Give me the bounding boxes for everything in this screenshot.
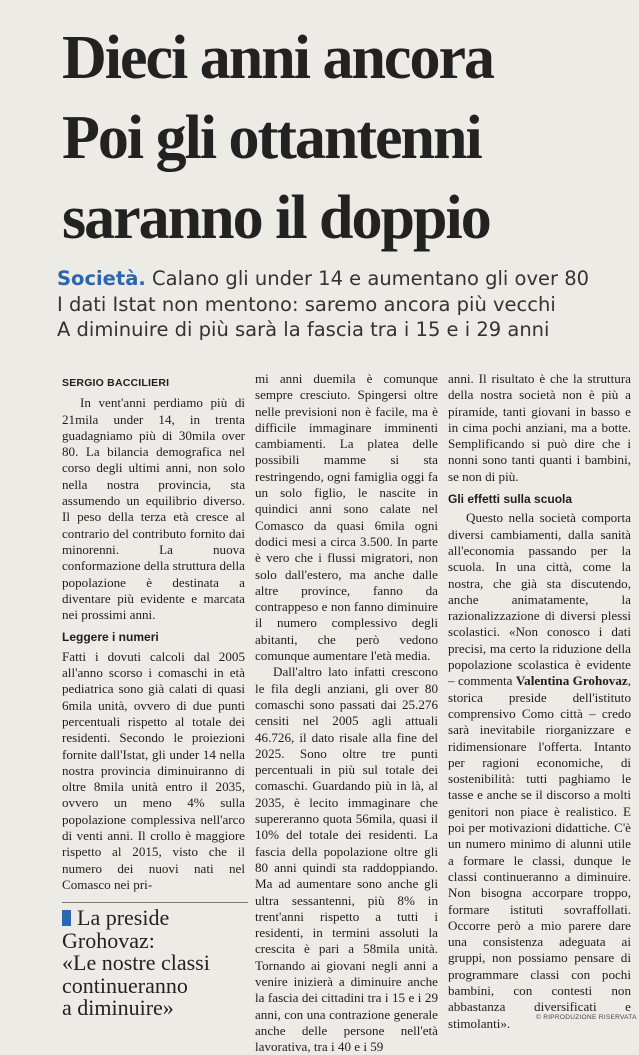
paragraph-text: , storica preside dell'istituto comprensivo Como città – credo sarà inevitabile riorganizzare e ridimensionare l'offerta. Intanto per ragioni economiche, di sostenibilità: tutti paghiamo le tasse e anche se il discorso a molti genitori non piace è realistico. E poi per motivazioni didattiche. C'è un numero minimo di alunni utile a formare le classi, dunque le classi continueranno a diminuire. Non bisogna accorpare troppo, formare istituti sovraffollati. Occorre però a mio parere dare una consistenza adeguata ai gruppi, non possiamo pensare di programmare classi con pochi bambini, con contesti non abbastanza diversificati e stimolanti». — [448, 673, 631, 1031]
byline: SERGIO BACCILIERI — [62, 377, 170, 389]
subhead-text: Calano gli under 14 e aumentano gli over 80 — [152, 267, 590, 290]
headline — [62, 18, 632, 258]
pullquote-line: a diminuire» — [62, 995, 174, 1020]
pullquote — [62, 902, 248, 1020]
article-paragraph — [448, 510, 631, 1032]
subhead-line-2: I dati Istat non mentono: saremo ancora più vecchi — [57, 292, 556, 316]
subheadline — [57, 266, 637, 343]
pullquote-line: «Le nostre classi — [62, 950, 210, 975]
subhead-line-3: A diminuire di più sarà la fascia tra i 15 e i 29 anni — [57, 318, 550, 341]
pullquote-line: Grohovaz: — [62, 927, 155, 953]
article-column-3 — [448, 371, 631, 1032]
headline-line: Dieci anni ancora — [62, 24, 493, 92]
subhead-line-1 — [57, 266, 637, 292]
section-subtitle: Leggere i numeri — [62, 630, 159, 645]
article-column-1 — [62, 375, 245, 893]
section-tag: Società. — [57, 267, 146, 290]
pullquote-line: continueranno — [62, 972, 188, 998]
article-paragraph: Fatti i dovuti calcoli dal 2005 all'anno scorso i comaschi in età pediatrica sono già calati di quasi 6mila unità, ovvero di due punti percentuali rispetto al totale dei residenti. Secondo le proiezioni fornite dall'Istat, gli under 14 nella nostra provincia diminuiranno di oltre 8mila unità entro il 2035, ovvero un meno 4% sulla popolazione complessiva nell'arco di venti anni. Il crollo è maggiore rispetto al 2015, visto che il numero dei nuovi nati nel Comasco nei pri- — [62, 648, 245, 892]
headline-line: Poi gli ottantenni — [62, 104, 481, 172]
article-paragraph: anni. Il risultato è che la struttura della nostra società non è più a piramide, tanti giovani in basso e in cima pochi anziani, ma a botte. Semplificando si può dire che i nonni sono tanti quanti i bambini, se non di più. — [448, 371, 631, 484]
article-paragraph: In vent'anni perdiamo più di 21mila under 14, in trenta guadagniamo più di 30mila over 80. La bilancia demografica nel corso degli ultimi anni, non solo nella nostra provincia, sta assumendo un equilibrio diverso. Il peso della terza età cresce al contrario del contributo fornito dai minorenni. La nuova conformazione della struttura della popolazione è destinata a diventare più evidente e marcata nei prossimi anni. — [62, 395, 245, 623]
quoted-person-name: Valentina Grohovaz — [515, 673, 628, 689]
pullquote-line — [62, 907, 248, 930]
copyright-notice: © RIPRODUZIONE RISERVATA — [536, 1014, 637, 1021]
article-paragraph: Dall'altro lato infatti crescono le fila degli anziani, gli over 80 comaschi sono passati dai 25.276 censiti nel 2005 agli attuali 46.726, il dato risale alla fine del 2025. Sono oltre tre punti percentuali in più sul totale dei comaschi. Guardando più in là, al 2035, è lecito immaginare che supereranno quota 56mila, quasi il 10% del totale dei residenti. La fascia della popolazione oltre gli 80 anni quindi sta raddoppiando. Ma ad aumentare sono anche gli ultra sessantenni, più 8% in trent'anni rispetto a tutti i residenti, in termini assoluti la crescita è pari a 58mila unità. Tornando ai giovani negli anni a venire inizierà a diminuire anche la fascia dei cittadini tra i 15 e i 29 anni, con una contrazione generale anche delle persone nell'età lavorativa, tra i 40 e i 59 — [255, 664, 438, 1055]
headline-line: saranno il doppio — [62, 184, 490, 252]
pullquote-text: La preside — [77, 905, 170, 930]
blue-square-marker-icon — [62, 910, 71, 926]
section-subtitle: Gli effetti sulla scuola — [448, 492, 573, 507]
article-column-2 — [255, 371, 438, 1055]
article-paragraph: mi anni duemila è comunque sempre cresciuto. Spingersi oltre nelle previsioni non è facile, ma è difficile immaginare imminenti cambiamenti. La platea delle possibili mamme si sta restringendo, ogni famiglia oggi fa un solo figlio, le nascite in quindici anni sono calate nel Comasco da quasi 6mila ogni dodici mesi a circa 3.500. In parte è vero che i flussi migratori, non solo dall'estero, ma anche dalle altre province, fanno da contrappeso e non fanno diminuire il numero complessivo degli abitanti, che però vedono comunque aumentare l'età media. — [255, 371, 438, 664]
paragraph-text: Questo nella società comporta diversi cambiamenti, dalla sanità all'economia passando per la scuola. In una città, come la nostra, che già sta discutendo, anche animatamente, la razionalizzazione di diversi plessi scolastici. «Non conosco i dati precisi, ma certo la riduzione della popolazione scolastica è evidente – commenta — [448, 510, 631, 689]
